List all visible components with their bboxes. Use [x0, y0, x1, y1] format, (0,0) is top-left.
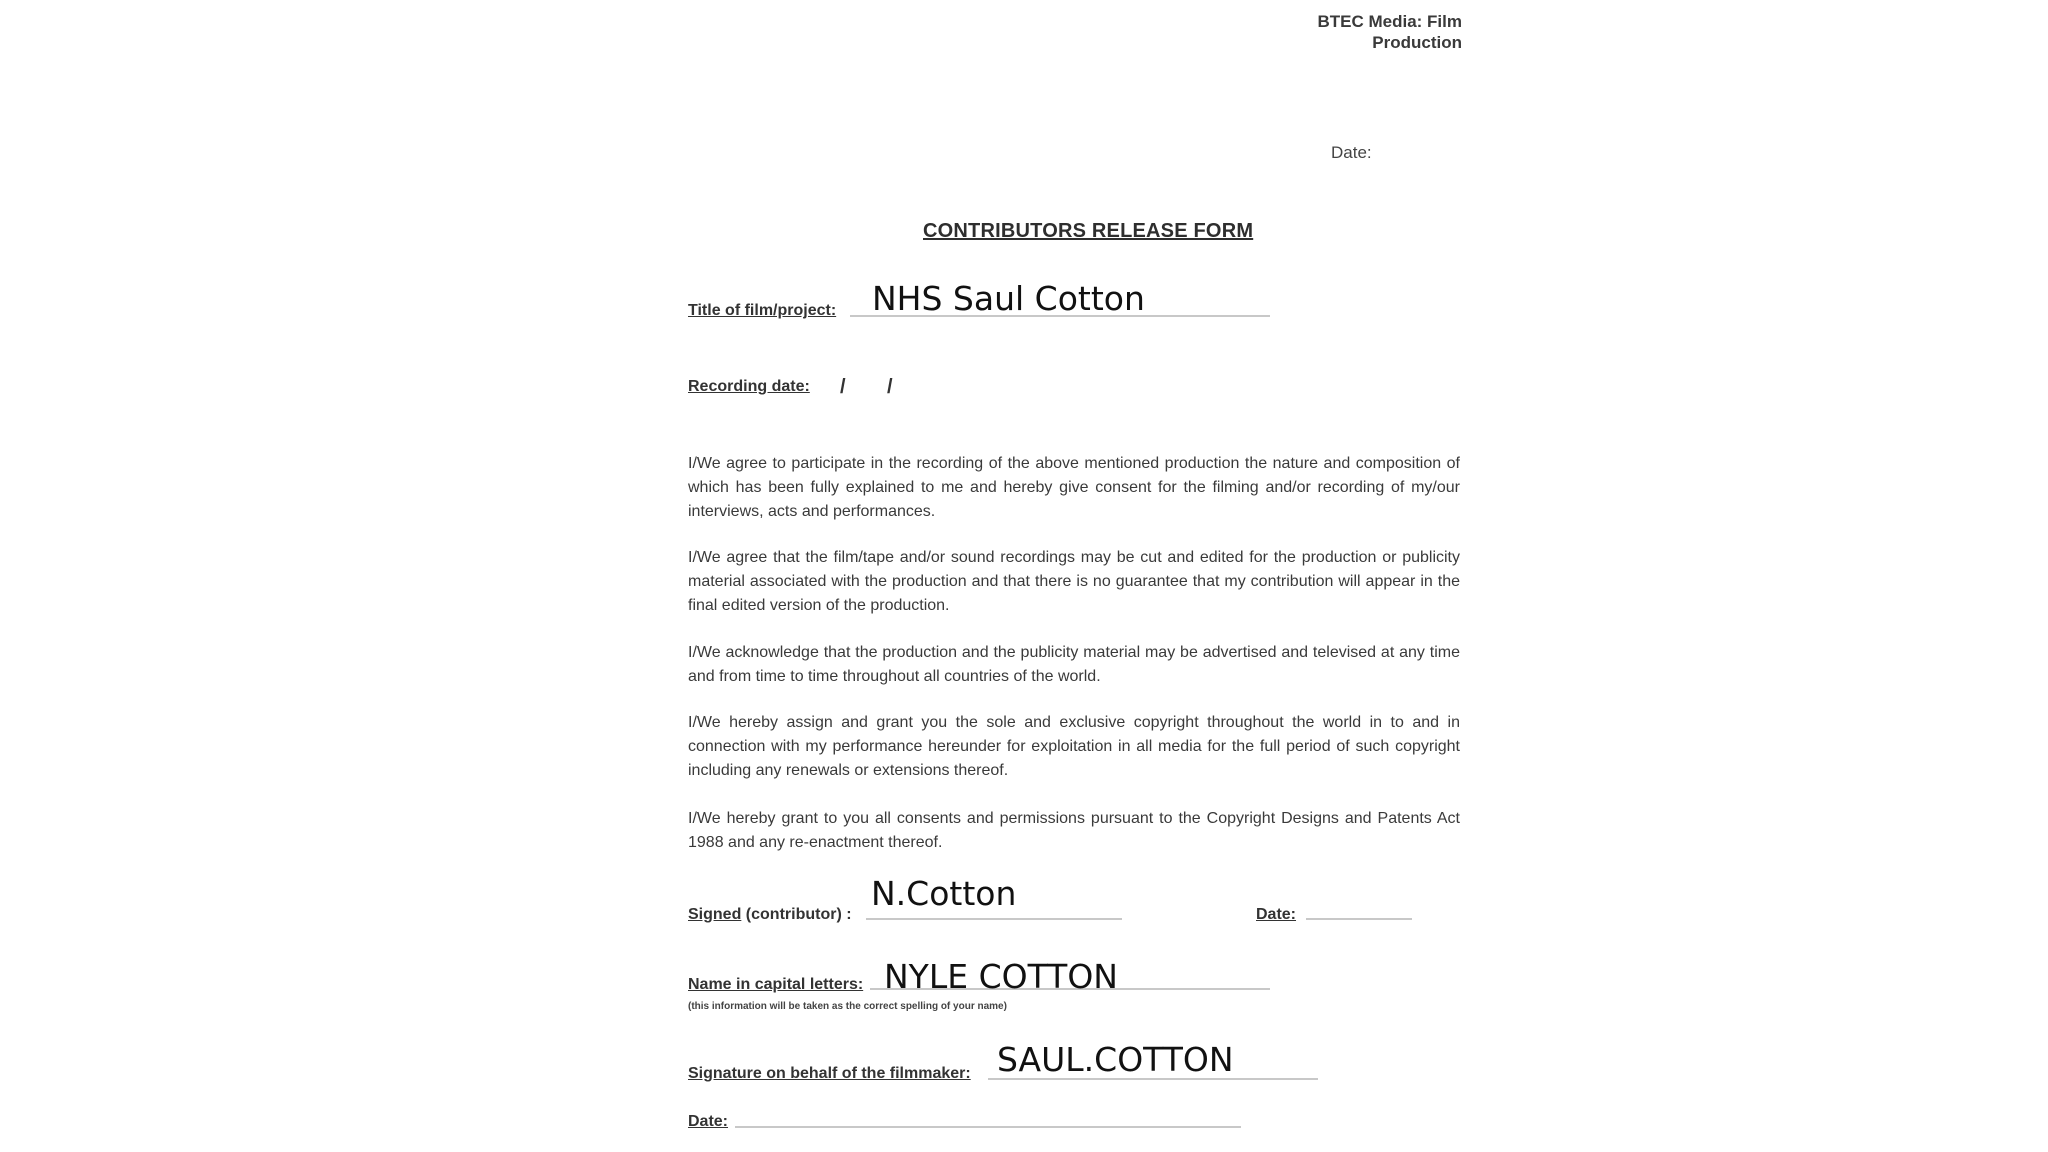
agreement-paragraph-4: I/We hereby assign and grant you the sole and exclusive copyright throughout the world in to and in connection with my performance hereunder for exploitation in all media for the full period of such copyright including any renewals or extensions thereof. — [688, 714, 1460, 779]
filmmaker-signature-label — [688, 1065, 971, 1083]
final-date-label — [688, 1113, 728, 1131]
signed-contributor-value[interactable]: N.Cotton — [871, 874, 1017, 913]
recording-date-label-text: Recording date: — [688, 378, 810, 395]
agreement-paragraph-3: I/We acknowledge that the production and the publicity material may be advertised and televised at any time and from time to time throughout all countries of the world. — [688, 644, 1460, 685]
recording-date-label — [688, 378, 810, 396]
signed-date-label-text: Date: — [1256, 906, 1297, 923]
signed-date-line[interactable] — [1306, 918, 1412, 920]
final-date-line[interactable] — [735, 1126, 1241, 1128]
form-title: CONTRIBUTORS RELEASE FORM — [923, 220, 1254, 242]
name-capitals-note: (this information will be taken as the correct spelling of your name) — [688, 1001, 1007, 1012]
final-date-label-text: Date: — [688, 1113, 729, 1130]
title-of-film-label-text: Title of film/project: — [688, 302, 837, 319]
signed-label-text: Signed — [688, 906, 742, 923]
name-capitals-label — [688, 976, 863, 994]
filmmaker-signature-label-text: Signature on behalf of the filmmaker: — [688, 1065, 971, 1082]
agreement-paragraph-5: I/We hereby grant to you all consents and permissions pursuant to the Copyright Designs and Patents Act 1988 and any re-enactment thereof. — [688, 810, 1460, 851]
filmmaker-signature-value[interactable]: SAUL.COTTON — [997, 1040, 1234, 1079]
course-line-1: BTEC Media: Film — [1317, 12, 1462, 31]
agreement-paragraph-2: I/We agree that the film/tape and/or sound recordings may be cut and edited for the production or publicity material associated with the production and that there is no guarantee that my contribution will appear in the final edited version of the production. — [688, 549, 1460, 614]
signed-label-suffix: (contributor) : — [741, 906, 852, 923]
agreement-paragraph-1: I/We agree to participate in the recording of the above mentioned production the nature and composition of which has been fully explained to me and hereby give consent for the filming and/or recording of my/our interviews, acts and performances. — [688, 455, 1460, 520]
signed-line — [866, 918, 1122, 920]
course-line-2: Production — [1372, 33, 1462, 52]
signed-date-label — [1256, 906, 1296, 924]
course-header — [1280, 11, 1462, 53]
name-capitals-value[interactable]: NYLE COTTON — [884, 957, 1118, 996]
name-capitals-label-text: Name in capital letters: — [688, 976, 864, 993]
signed-contributor-label — [688, 906, 852, 924]
recording-date-slash-2: / — [887, 376, 893, 398]
title-of-film-label — [688, 302, 836, 320]
header-date-label: Date: — [1331, 143, 1372, 162]
title-of-film-value[interactable]: NHS Saul Cotton — [872, 279, 1145, 318]
recording-date-slash-1: / — [840, 376, 846, 398]
